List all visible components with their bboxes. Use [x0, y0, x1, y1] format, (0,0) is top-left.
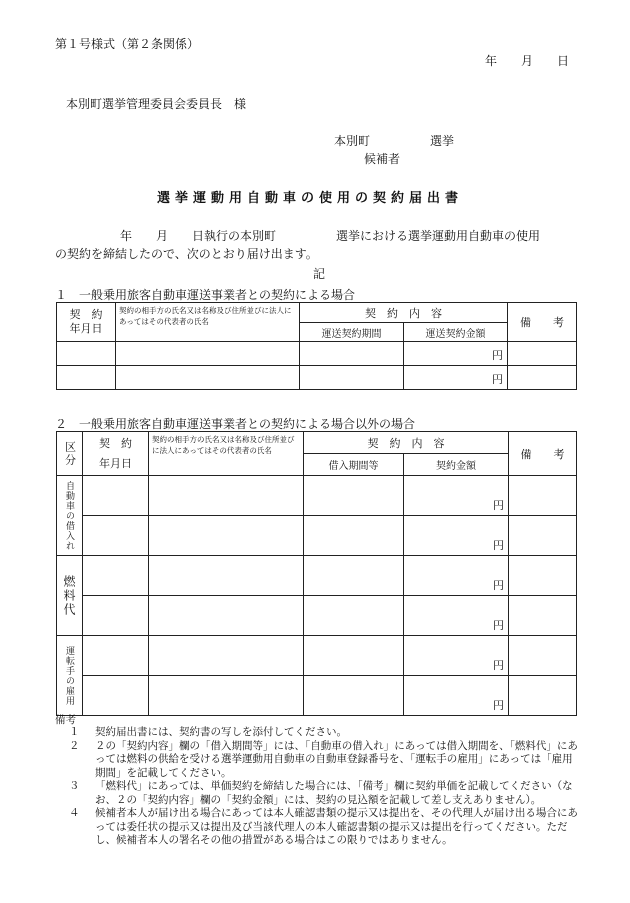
body-line-1: 年 月 日執行の本別町 選挙における選挙運動用自動車の使用 — [120, 229, 541, 243]
s2-fuel1-date[interactable] — [83, 556, 149, 596]
s2-rental1-date[interactable] — [83, 476, 149, 516]
s2-fuel1-amount[interactable]: 円 — [404, 556, 509, 596]
s2-rental1-remarks[interactable] — [509, 476, 577, 516]
s2-rental2-remarks[interactable] — [509, 516, 577, 556]
s2-header-kubun: 区分 — [57, 432, 83, 476]
s2-header-amount: 契約金額 — [404, 454, 509, 476]
s2-header-date: 契 約 年月日 — [83, 432, 149, 476]
s2-header-party: 契約の相手方の氏名又は名称及び住所並びに法人にあってはその代表者の氏名 — [149, 432, 304, 476]
table-row — [57, 556, 577, 596]
s1-row2-date[interactable] — [57, 366, 116, 390]
note-item: ３ 「燃料代」にあっては、単価契約を締結した場合には、「備考」欄に契約単価を記載してください（なお、２の「契約内容」欄の「契約金額」には、契約の見込額を記載して差し支えありません）。 — [69, 780, 573, 806]
section1-table — [56, 302, 577, 390]
s2-rental1-period[interactable] — [304, 476, 404, 516]
s2-fuel1-party[interactable] — [149, 556, 304, 596]
s2-fuel2-remarks[interactable] — [509, 596, 577, 636]
notes-label: 備考 — [55, 714, 76, 726]
s2-driver1-party[interactable] — [149, 636, 304, 676]
s1-row2-party[interactable] — [116, 366, 300, 390]
s2-driver1-date[interactable] — [83, 636, 149, 676]
s2-rental1-amount[interactable]: 円 — [404, 476, 509, 516]
s2-driver2-period[interactable] — [304, 676, 404, 716]
s2-rental2-amount[interactable]: 円 — [404, 516, 509, 556]
table-row — [57, 636, 577, 676]
s2-driver1-amount[interactable]: 円 — [404, 636, 509, 676]
s2-driver2-amount[interactable]: 円 — [404, 676, 509, 716]
s1-header-content: 契 約 内 容 — [300, 303, 508, 323]
s2-category-driver: 運転手の雇用 — [57, 636, 83, 716]
s2-fuel2-period[interactable] — [304, 596, 404, 636]
table-row — [57, 366, 577, 390]
s1-row1-party[interactable] — [116, 342, 300, 366]
body-line-2: の契約を締結したので、次のとおり届け出ます。 — [55, 247, 318, 261]
document-title: 選挙運動用自動車の使用の契約届出書 — [157, 191, 464, 206]
s2-fuel2-amount[interactable]: 円 — [404, 596, 509, 636]
s1-row2-period[interactable] — [300, 366, 404, 390]
s2-driver2-party[interactable] — [149, 676, 304, 716]
s1-header-period: 運送契約期間 — [300, 323, 404, 342]
s2-header-content: 契 約 内 容 — [304, 432, 509, 454]
s2-rental2-party[interactable] — [149, 516, 304, 556]
s2-driver1-period[interactable] — [304, 636, 404, 676]
s2-fuel1-remarks[interactable] — [509, 556, 577, 596]
s1-row1-period[interactable] — [300, 342, 404, 366]
s1-row2-remarks[interactable] — [508, 366, 577, 390]
ki-label: 記 — [313, 267, 326, 281]
s2-rental2-date[interactable] — [83, 516, 149, 556]
section1-heading: １ 一般乗用旅客自動車運送事業者との契約による場合 — [55, 288, 356, 302]
s1-row2-amount[interactable]: 円 — [404, 366, 508, 390]
s2-category-fuel: 燃料代 — [57, 556, 83, 636]
s1-row1-amount[interactable]: 円 — [404, 342, 508, 366]
addressee: 本別町選挙管理委員会委員長 様 — [66, 97, 247, 111]
note-item: ２ ２の「契約内容」欄の「借入期間等」には、「自動車の借入れ」にあっては借入期間を、「燃料代」にあっては燃料の供給を受ける選挙運動用自動車の自動車登録番号を、「運転手の雇用」にあっては「雇用期間」を記載してください。 — [69, 739, 578, 779]
note-item: ４ 候補者本人が届け出る場合にあっては本人確認書類の提示又は提出を、その代理人が届け出る場合にあっては委任状の提示又は提出及び当該代理人の本人確認書類の提示又は提出を行ってください。ただし、候補者本人の署名その他の措置がある場合はこの限りではありません。 — [69, 807, 578, 846]
s2-fuel2-date[interactable] — [83, 596, 149, 636]
s1-header-amount: 運送契約金額 — [404, 323, 508, 342]
s1-header-remarks: 備 考 — [508, 303, 577, 342]
date-line: 年 月 日 — [485, 54, 570, 68]
s2-driver1-remarks[interactable] — [509, 636, 577, 676]
table-row — [57, 476, 577, 516]
s1-row1-date[interactable] — [57, 342, 116, 366]
s2-fuel1-period[interactable] — [304, 556, 404, 596]
s1-header-party: 契約の相手方の氏名又は名称及び住所並びに法人にあってはその代表者の氏名 — [116, 303, 300, 342]
s2-rental1-party[interactable] — [149, 476, 304, 516]
s1-row1-remarks[interactable] — [508, 342, 577, 366]
s1-header-date: 契 約 年月日 — [57, 303, 116, 342]
note-item: １ 契約届出書には、契約書の写しを添付してください。 — [69, 726, 347, 738]
table-row — [57, 676, 577, 716]
section2-heading: ２ 一般乗用旅客自動車運送事業者との契約による場合以外の場合 — [55, 417, 416, 431]
sender-candidate: 候補者 — [364, 152, 401, 166]
form-number: 第１号様式（第２条関係） — [55, 37, 200, 51]
table-row — [57, 516, 577, 556]
table-row — [57, 342, 577, 366]
s2-driver2-date[interactable] — [83, 676, 149, 716]
s2-header-remarks: 備 考 — [509, 432, 577, 476]
s2-driver2-remarks[interactable] — [509, 676, 577, 716]
s2-header-period: 借入期間等 — [304, 454, 404, 476]
s2-fuel2-party[interactable] — [149, 596, 304, 636]
s2-rental2-period[interactable] — [304, 516, 404, 556]
notes-list — [55, 726, 580, 848]
section2-table — [56, 431, 577, 716]
s2-category-rental: 自動車の借入れ — [57, 476, 83, 556]
sender-town: 本別町 選挙 — [334, 134, 455, 148]
table-row — [57, 596, 577, 636]
